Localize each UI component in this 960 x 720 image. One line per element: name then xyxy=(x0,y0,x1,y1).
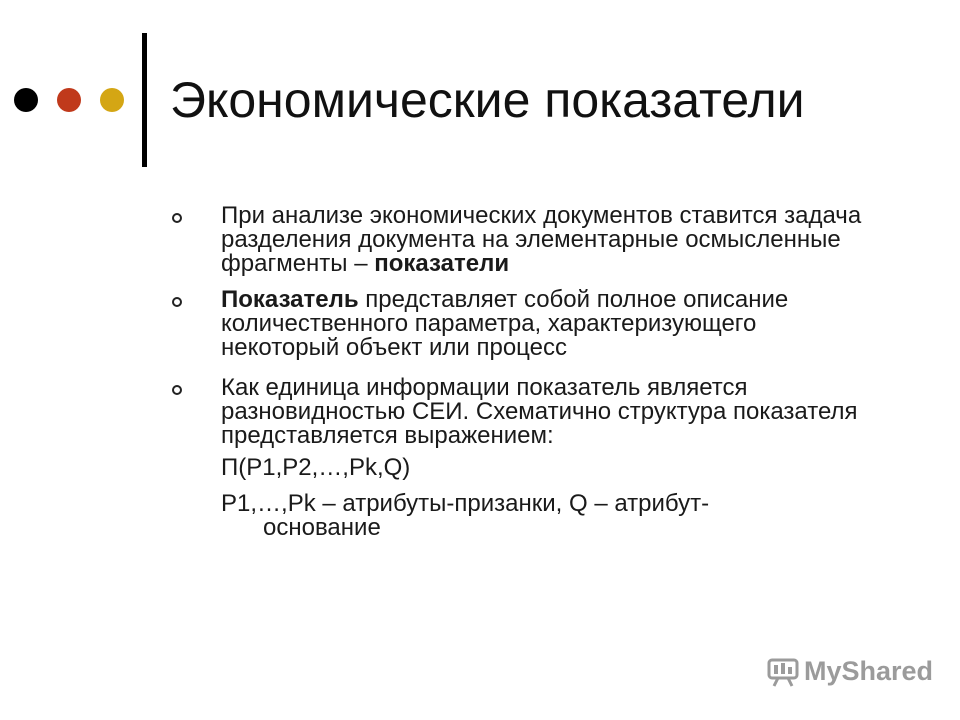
slide-title: Экономические показатели xyxy=(170,72,805,128)
formula-note-line1: P1,…,Pk – атрибуты-призанки, Q – атрибут- xyxy=(221,490,710,517)
formula-expression: П(P1,P2,…,Pk,Q) xyxy=(221,454,411,481)
formula-note xyxy=(172,492,862,540)
bullet-text-body: представляет собой полное описание количественного параметра, характеризующего некоторый объект или процесс xyxy=(221,286,789,361)
gold-dot-icon xyxy=(100,88,124,112)
bullet-item xyxy=(172,376,862,448)
bullet-text xyxy=(221,204,862,276)
bullet-circle-icon xyxy=(172,385,182,395)
decorative-dots xyxy=(14,88,124,112)
title-divider xyxy=(142,33,147,167)
bullet-text xyxy=(221,288,862,360)
slide-body xyxy=(172,204,862,540)
bullet-item xyxy=(172,204,862,276)
red-dot-icon xyxy=(57,88,81,112)
bullet-circle-icon xyxy=(172,213,182,223)
bullet-text: Как единица информации показатель является разновидностью СЕИ. Схематично структура показателя представляется выражением: xyxy=(221,374,858,449)
presentation-icon xyxy=(766,657,800,687)
bullet-bold-term: Показатель xyxy=(221,286,359,313)
black-dot-icon xyxy=(14,88,38,112)
bullet-bold-term: показатели xyxy=(374,250,510,277)
watermark-text: MyShared xyxy=(804,656,934,686)
formula-note-line2: основание xyxy=(263,514,381,541)
bullet-item xyxy=(172,288,862,360)
bullet-text-body: При анализе экономических документов ставится задача разделения документа на элементарные осмысленные фрагменты – xyxy=(221,202,862,277)
watermark xyxy=(766,656,933,687)
bullet-circle-icon xyxy=(172,297,182,307)
